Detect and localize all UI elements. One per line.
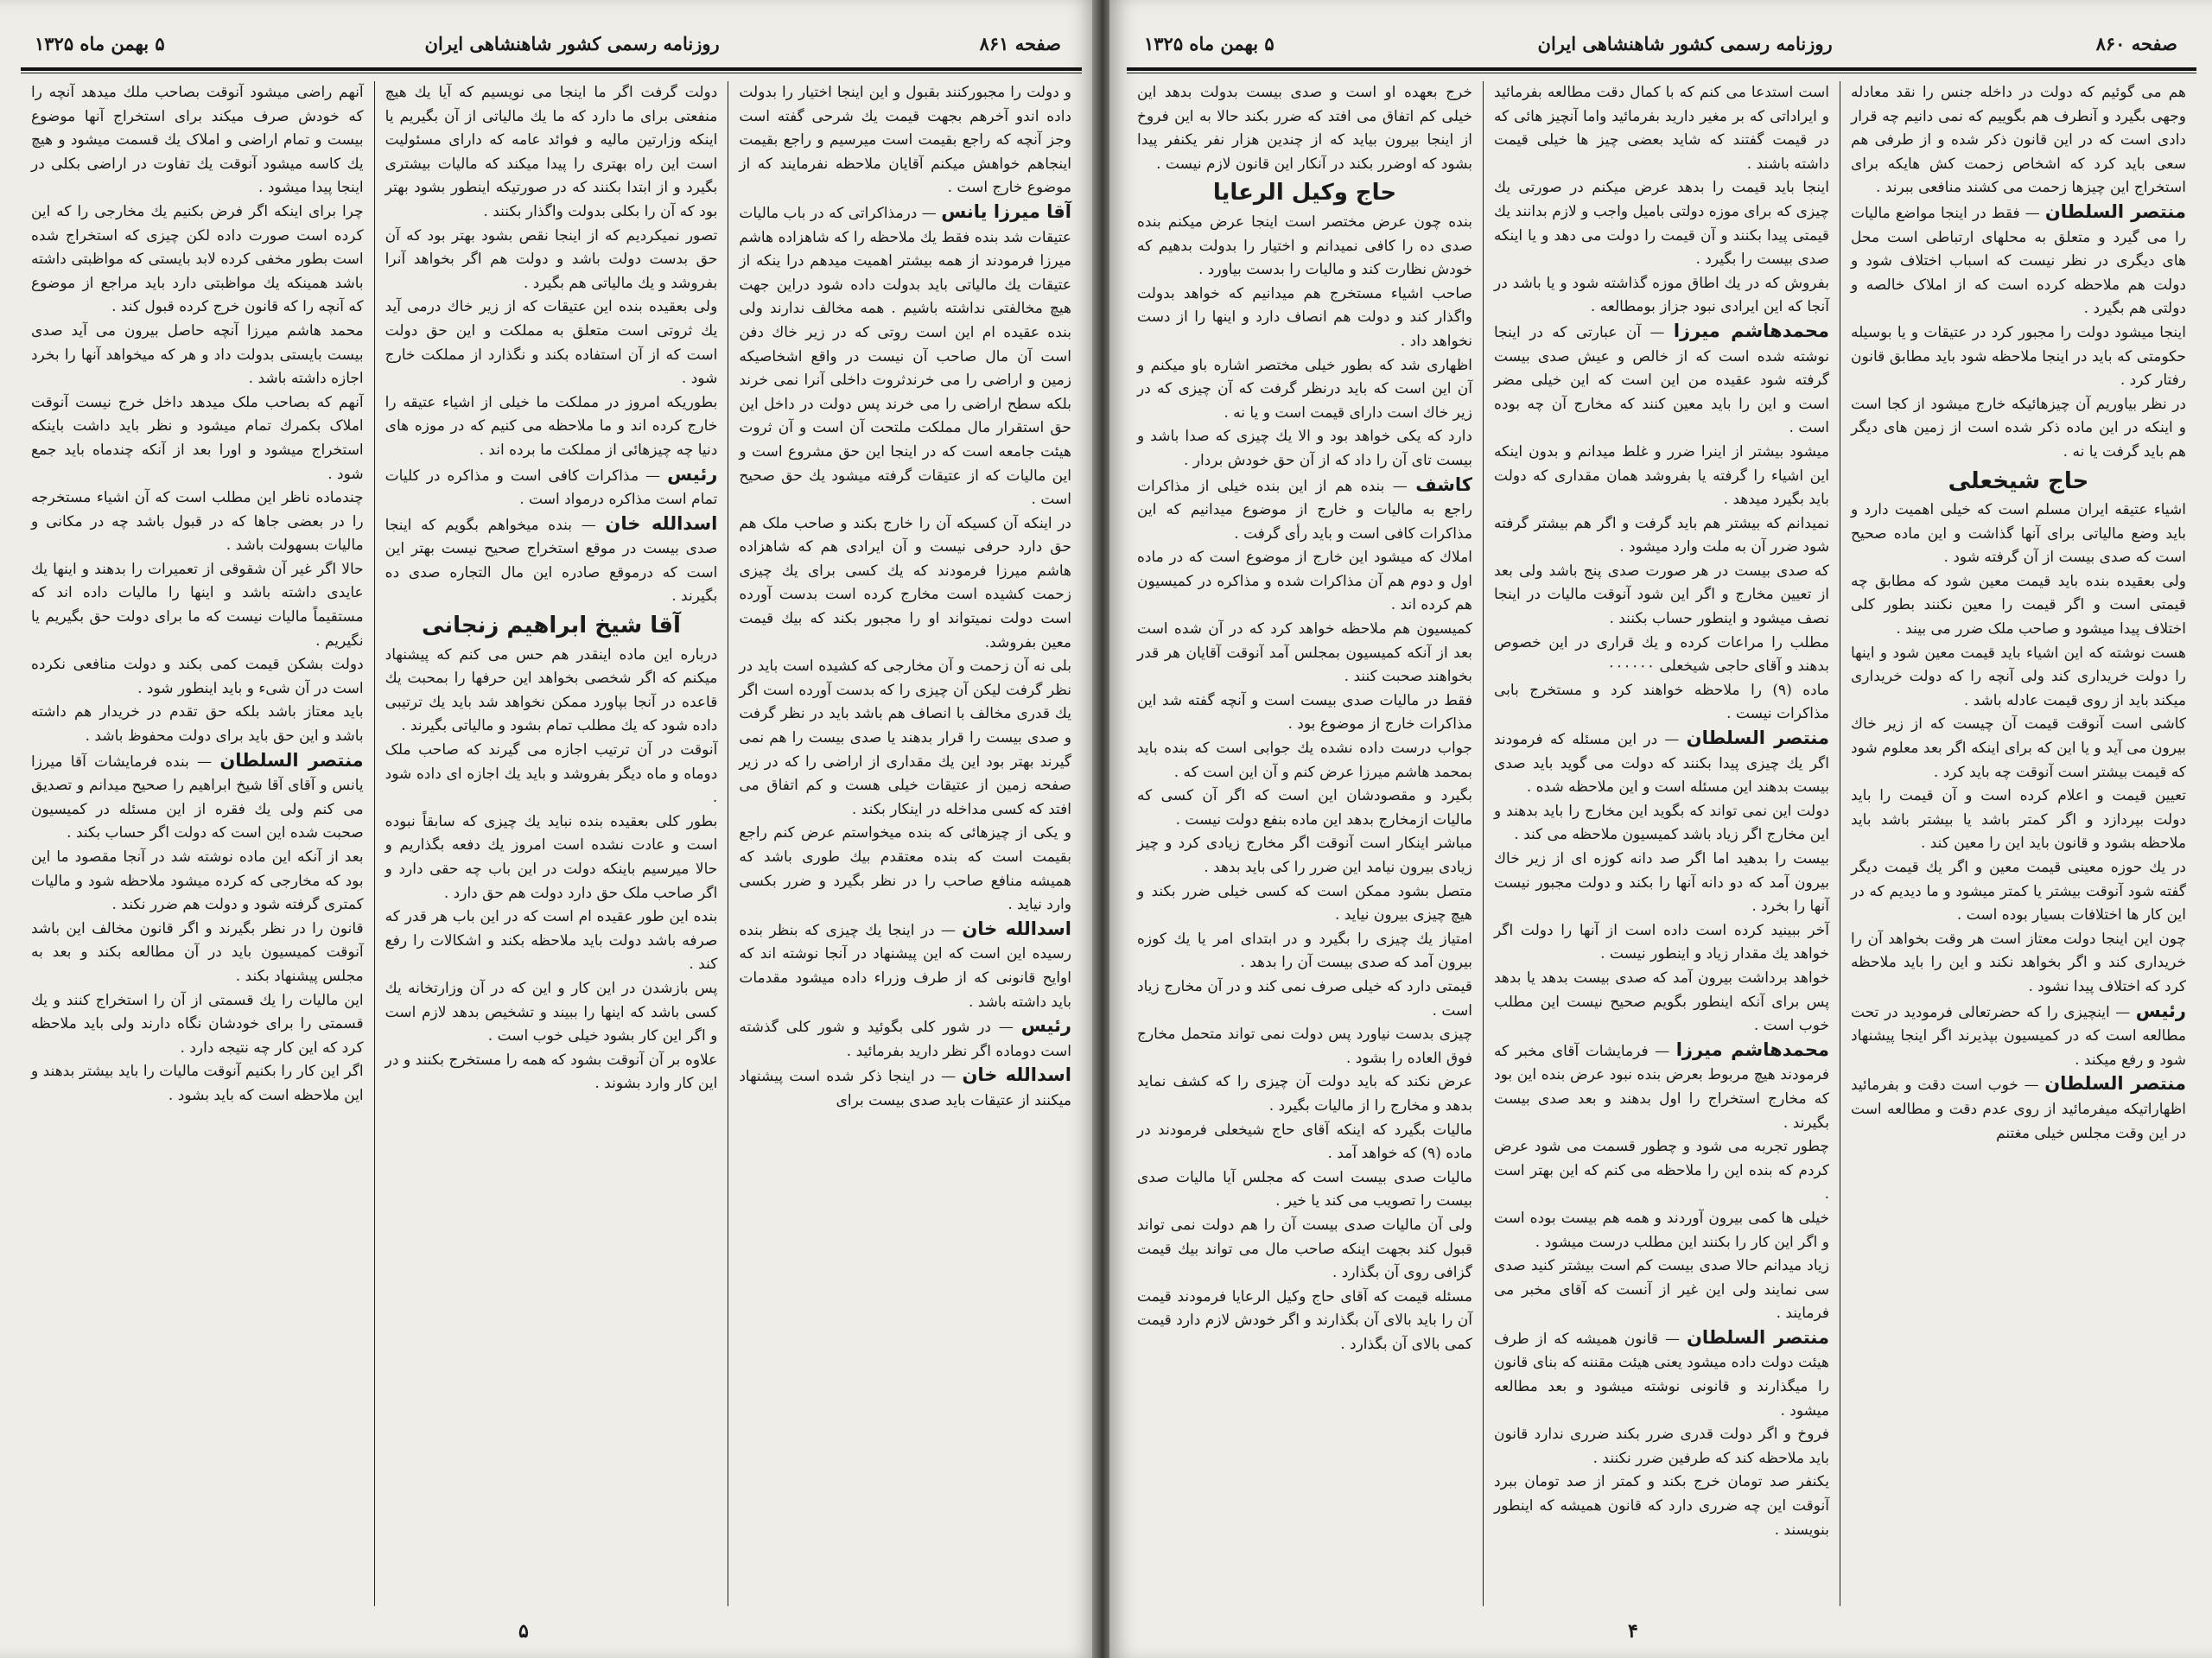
paragraph bbox=[1137, 1166, 1472, 1214]
speaker-name: منتصر السلطان bbox=[2044, 1073, 2186, 1095]
speaker-name: کاشف bbox=[1415, 473, 1472, 495]
paragraph bbox=[1494, 632, 1829, 679]
paragraph-text: یکنفر صد تومان خرج بکند و کمتر از صد تومان ببرد آنوقت این چه ضرری دارد که قانون همیشه که اینطور بنویسند . bbox=[1494, 1473, 1829, 1539]
paragraph bbox=[1851, 642, 2186, 714]
paragraph-text: در اینجا یك چیزی که بنظر بنده رسیده این است که این پیشنهاد در آنجا نوشته اند که اوایح قانونی که از طرف وزراء داده میشود مقدمات باید داشته باشد . bbox=[739, 921, 1071, 1011]
paragraph bbox=[31, 200, 364, 320]
paragraph-text: در یك حوزه معینی قیمت معین و اگر یك قیمت دیگر گفته شود آنوقت بیشتر یا کمتر میشود و ما دیدیم که در این کار ها اختلافات بسیار بوده است . bbox=[1851, 859, 2186, 924]
paragraph-text: ولی آن مالیات صدی بیست آن را هم دولت نمی تواند قبول کند بجهت اینکه صاحب مال می تواند بیك قیمت گزافی روی آن بگذارد . bbox=[1137, 1216, 1472, 1282]
speaker-name: محمدهاشم میرزا bbox=[1675, 1039, 1830, 1060]
text-column bbox=[1484, 81, 1840, 1606]
page-header bbox=[35, 26, 1061, 60]
paragraph-text: قانون را در نظر بگیرند و اگر قانون مخالف این باشد آنوقت کمیسیون باید در آن مطالعه بکند و بعد به مجلس پیشنهاد بکند . bbox=[30, 919, 364, 985]
paragraph bbox=[1494, 512, 1829, 560]
paragraph bbox=[739, 81, 1071, 200]
page-number-label: صفحه ۸۶۱ bbox=[979, 32, 1061, 54]
paragraph-text: تعیین قیمت و اعلام کرده است و آن قیمت را باید دولت بپردازد و اگر کمتر باشد یا بیشتر باشد باید ملاحظه بشود و قانون باید این را معین کند . bbox=[1851, 787, 2186, 853]
text-column bbox=[1127, 81, 1484, 1606]
folio-number: ۴ bbox=[1628, 1620, 1638, 1642]
paragraph bbox=[385, 391, 718, 463]
paragraph bbox=[1494, 81, 1829, 176]
paragraph-text: جواب درست داده نشده یك جوابی است که بنده باید بمحمد هاشم میرزا عرض کنم و آن این است که . bbox=[1137, 740, 1472, 781]
paragraph-text: اظهاری شد که بطور خیلی مختصر اشاره باو میکنم و آن این است که باید درنظر گرفت که آن چیزی که در زیر خاك است دارای قیمت است و یا نه . bbox=[1137, 356, 1472, 422]
paragraph-text: خوب است دقت و بفرمائید اظهاراتیکه میفرمائید از روی عدم دقت و مطالعه است در این وقت مجلس خیلی مغتنم bbox=[1851, 1077, 2186, 1142]
paragraph-text: اینچیزی را که حضرتعالی فرمودید در تحت مطالعه است که در کمیسیون بپذیرند اگر اینجا پیشنهاد شود و رفع میکند . bbox=[1851, 1003, 2186, 1069]
paragraph-text: است استدعا می کنم که با کمال دقت مطالعه بفرمائید و ایراداتی که بر مغیر دارید بفرمائید واما آنچیز هائی که در قیمت گفتند که شاید بعضی چیز ها خیلی قیمت داشته باشند . bbox=[1494, 84, 1829, 173]
paragraph: کاشف — بنده هم از این بنده خیلی از مذاکرات راجع به مالیات و خارج از موضوع میدانیم که این مذاکرات کافی است و باید رأی گرفت . bbox=[1137, 473, 1472, 543]
paragraph bbox=[1851, 785, 2186, 856]
paragraph-text: هم می گوئیم که دولت در داخله جنس را نقد معادله وجهی بگیرد و آنطرف هم بگوییم که نمی دانیم چه قرار دادی است که در این قانون ذکر شده و از طرفی هم سعی باید کرد که اشخاص زحمت کش هایکه برای استخراج این چیزها زحمت می کشند منافعی ببرند . bbox=[1851, 84, 2186, 197]
paragraph bbox=[31, 989, 364, 1061]
paragraph-text: بنده این طور عقیده ام است که در این باب هر قدر که صرفه باشد دولت باید ملاحظه بکند و اشکالات را رفع کند . bbox=[385, 908, 718, 974]
speaker-name: منتصر السلطان bbox=[2044, 200, 2187, 222]
paragraph-text: بطور کلی بعقیده بنده نباید یك چیزی که سابقاً نبوده است و عادت نشده است امروز یك دفعه بگذاریم و حالا میرسیم باینکه دولت در این باب چه حقی دارد و اگر صاحب ملک حق دارد دولت هم حق دارد . bbox=[385, 812, 718, 902]
paragraph bbox=[1137, 1023, 1472, 1070]
paragraph-text: بنده چون عرض مختصر است اینجا عرض میکنم بنده صدی ده را کافی نمیدانم و اختیار را بدولت بدهیم که خودش نظارت کند و مالیات را بدست بیاورد . bbox=[1137, 213, 1472, 279]
paragraph: منتصر السلطان — فقط در اینجا مواضع مالیات را می گیرد و متعلق به محلهای ارتباطی است محل های دیگری در نظر نیست که اسباب اختلاف شود و دولت هم ملاحظه کرده است که از املاک خالصه و دولتی هم بگیرد . bbox=[1851, 200, 2187, 318]
paragraph-text: چندماده ناظر این مطلب است که آن اشیاء مستخرجه را در بعضی جاها که در قبول باشد چه در مکانی و مالیات بسهولت باشد . bbox=[30, 489, 364, 555]
paragraph bbox=[1137, 928, 1472, 975]
paragraph-text: عرض نکند که باید دولت آن چیزی را که کشف نماید بدهد و مخارج را از مالیات بگیرد . bbox=[1137, 1073, 1472, 1115]
paragraph-text: علاوه بر آن آنوقت بشود که همه را مستخرج بکنند و در این کار وارد بشوند . bbox=[385, 1051, 718, 1093]
paragraph bbox=[1851, 928, 2186, 1000]
paragraph-text: ولی بعقیده بنده این عتیقات که از زیر خاك درمی آید یك ثروتی است متعلق به مملکت و این حق دولت است که از آن استفاده بکند و نگذارد از مملکت خارج شود . bbox=[385, 298, 718, 388]
paragraph bbox=[739, 512, 1071, 656]
paragraph-text: خیلی ها کمی بیرون آوردند و همه هم بیست بوده است و اگر این کار را بکنند این مطلب درست میشود . bbox=[1494, 1209, 1829, 1251]
speaker-heading: حاج وکیل الرعایا bbox=[1212, 180, 1397, 206]
paragraph-text: متصل بشود ممکن است که کسی خیلی ضرر بکند و هیچ چیزی بیرون نیاید . bbox=[1137, 882, 1472, 924]
paragraph bbox=[1851, 321, 2186, 393]
paragraph-text: آنوقت در آن ترتیب اجازه می گیرند که صاحب ملک دوماه و ماه دیگر بفروشد و باید یك اجازه ای داده شود . bbox=[385, 741, 718, 807]
paragraph bbox=[1137, 1214, 1472, 1286]
paragraph bbox=[1137, 689, 1472, 737]
paragraph-text: بفروش که در یك اطاق موزه گذاشته شود و یا باشد در آنجا که این ایرادی نبود جزاز بومطالعه . bbox=[1494, 274, 1829, 316]
paragraph bbox=[1137, 546, 1472, 618]
paragraph bbox=[31, 320, 364, 391]
paragraph-text: اینجا باید قیمت را بدهد عرض میکنم در صورتی یك چیزی که برای موزه دولتی بامیل واجب و لازم بدانند یك قیمتی پیدا بکنند و آن قیمت را دولت می دهد و یا اینکه صدی بیست را بگیرد . bbox=[1494, 179, 1829, 269]
paragraph: منتصر السلطان — بنده فرمایشات آقا میرزا یانس و آقای آقا شیخ ابراهیم را صحیح میدانم و تصدیق می کنم ولی یك فقره از این مسئله در کمیسیون صحبت شده این است که دولت اگر حساب بکند . bbox=[30, 749, 364, 842]
paragraph bbox=[1137, 283, 1472, 354]
paragraph-text: بیست را بدهید اما اگر صد دانه کوزه ای از زیر خاك بیرون آمد که دو دانه آنها را بکند و دولت مجبور نیست آنها را بخرد . bbox=[1494, 850, 1829, 916]
paragraph-text: اشیاء عتیقه ایران مسلم است که خیلی اهمیت دارد و باید وضع مالیاتی برای آنها گذاشت و این ماده صحیح است که صدی بیست از آن گرفته شود . bbox=[1851, 501, 2186, 567]
paragraph-text: چطور تجربه می شود و چطور قسمت می شود عرض کردم که بنده این را ملاحظه می کنم که این بهتر است . bbox=[1494, 1138, 1829, 1204]
paragraph: منتصر السلطان — در این مسئله که فرمودند اگر یك چیزی پیدا بکنند که دولت می گوید باید صدی بیست بدهند این مسئله است و این ملاحظه شده . bbox=[1494, 727, 1829, 797]
folio-number: ۵ bbox=[518, 1620, 529, 1642]
paragraph bbox=[1137, 737, 1472, 785]
paragraph bbox=[1494, 441, 1829, 512]
speaker-name: منتصر السلطان bbox=[219, 749, 364, 771]
paragraph-text: ولی بعقیده بنده باید قیمت معین شود که مطابق چه قیمتی است و اگر قیمت را معین نکنند بطور کلی اختلاف پیدا میشود و صاحب ملک ضرر می بیند . bbox=[1851, 572, 2186, 638]
text-column bbox=[1840, 81, 2196, 1606]
paragraph-text: در نظر بیاوریم آن چیزهائیکه خارج میشود از کجا است و اینکه در این ماده ذکر شده است از زمین های دیگر هم باید گرفت یا نه . bbox=[1851, 395, 2186, 461]
speaker-name: محمدهاشم میرزا bbox=[1673, 320, 1829, 341]
paragraph: محمدهاشم میرزا — آن عبارتی که در اینجا نوشته شده است که از خالص و عیش صدی بیست گرفته شود عقیده من این است که این خیلی مضر است و این را باید معین کنند که مخارج آن چه بوده است . bbox=[1494, 320, 1829, 437]
speaker-name: منتصر السلطان bbox=[1686, 727, 1829, 749]
paragraph-text: در شور کلی بگوئید و شور کلی گذشته است دوماده اگر نظر دارید بفرمائید . bbox=[739, 1019, 1071, 1060]
paragraph bbox=[1137, 211, 1472, 283]
paragraph bbox=[31, 81, 364, 200]
paragraph: منتصر السلطان — خوب است دقت و بفرمائید اظهاراتیکه میفرمائید از روی عدم دقت و مطالعه است در این وقت مجلس خیلی مغتنم bbox=[1851, 1073, 2186, 1142]
paragraph-text: که صدی بیست در هر صورت صدی پنج باشد ولی بعد از تعیین مخارج و اگر این شود آنوقت مالیات در اینجا نصف میشود و اینطور حساب بکنند . bbox=[1494, 562, 1829, 628]
paragraph-text: قانون همیشه که از طرف هیئت دولت داده میشود یعنی هیئت مقننه که بنای قانون را میگذارند و قانونی نوشته میشود و بعد مطالعه میشود . bbox=[1494, 1330, 1829, 1420]
paragraph: رئیس — اینچیزی را که حضرتعالی فرمودید در تحت مطالعه است که در کمیسیون بپذیرند اگر اینجا پیشنهاد شود و رفع میکند . bbox=[1851, 1000, 2186, 1069]
newspaper-title: روزنامه رسمی کشور شاهنشاهی ایران bbox=[1537, 32, 1833, 54]
paragraph-text: اینجا میشود دولت را مجبور کرد در عتیقات و یا بوسیله حکومتی که باید در اینجا ملاحظه شود باید مطابق قانون رفتار کرد . bbox=[1851, 323, 2186, 390]
paragraph-text: فروخ و اگر دولت قدری ضرر بکند ضرری ندارد قانون باید ملاحظه کند که طرفین ضرر نکنند . bbox=[1494, 1426, 1829, 1467]
paragraph-text: بعد از آنکه این ماده نوشته شد در آنجا مقصود ما این بود که مخارجی که کرده میشود ملاحظه شود و مالیات کمتری گرفته شود و دولت هم ضرر نکند . bbox=[30, 848, 364, 914]
paragraph bbox=[1137, 785, 1472, 832]
paragraph-text: در این مسئله که فرمودند اگر یك چیزی پیدا بکنند که دولت می گوید باید صدی بیست بدهند این مسئله است و این ملاحظه شده . bbox=[1494, 731, 1829, 797]
speaker-heading: حاج شیخعلی bbox=[1948, 467, 2089, 494]
paragraph-text: کمیسیون هم ملاحظه خواهد کرد که در آن شده است بعد از آنکه کمیسیون بمجلس آمد آنوقت آقایان هر قدر بخواهند صحبت کنند . bbox=[1137, 620, 1472, 686]
paragraph-text: اگر این کار را بکنیم آنوقت مالیات را باید بیشتر بدهند و این ملاحظه است که باید بشود . bbox=[30, 1063, 364, 1104]
paragraph bbox=[1137, 425, 1472, 473]
paragraph-text: چرا برای اینکه اگر فرض بکنیم یك مخارجی را که این کرده است صورت داده لکن چیزی که استخراج شده است بطور مخفی کرده لابد بایستی که مواظبتی داشته باشد همینکه یك مواظبتی دارد باید مراجع از موضوع که آنچه را که قانون خرج کرده قبول کند . bbox=[30, 202, 364, 316]
speaker-heading: آقا شیخ ابراهیم زنجانی bbox=[422, 613, 681, 639]
paragraph-text: قیمتی دارد که خیلی صرف نمی کند و در آن مخارج زیاد است . bbox=[1137, 977, 1472, 1020]
paragraph-text: در اینجا ذکر شده است پیشنهاد میکنند از عتیقات باید صدی بیست برای bbox=[739, 1068, 1071, 1109]
paragraph bbox=[1494, 800, 1829, 848]
paragraph-text: زیاد میدانم حالا صدی بیست کم است بیشتر کنید صدی سی نمایند ولی این غیر از آنست که آقای مخبر می فرمایند . bbox=[1494, 1257, 1829, 1323]
paragraph bbox=[1137, 975, 1472, 1023]
paragraph bbox=[1137, 1119, 1472, 1166]
paragraph-text: درمذاکراتی که در باب مالیات عتیقات شد بنده فقط یك ملاحظه را که شاهزاده هاشم میرزا فرمودند از همه بیشتر اهمیت میدهم درا ینکه از عتیقات یك مالیاتی باید بدولت داده شود دراین جهت هیچ مخالفتی نداشته باشیم . همه مخالف ندارند ولی بنده عقیده ام این است روتی که در زیر خاك دفن است آن مال صاحب آن نیست در واقع اشخاصیکه زمین و اراضی را می خرندثروت داخلی آنرا نمی خرند بلکه سطح اراضی را می خرند پس دولت در داخل این حق استقرار مال مملکت ملتحت آن است و آن ثروت هیئت جامعه است که در اینجا این حق مشروع است و این مالیات که از عتیقات گرفته میشود یك حق صحیح است . bbox=[739, 204, 1071, 509]
paragraph bbox=[1494, 1135, 1829, 1207]
paragraph-text: آنهم که بصاحب ملک میدهد داخل خرج نیست آنوقت املاک بکمرك تمام میشود و نظر باید داشت باینکه استخراج میشود و اورا بعد از آنکه چندماه باید جمع شود . bbox=[30, 393, 364, 483]
paragraph-text: نمیدانم که بیشتر هم باید گرفت و اگر هم بیشتر گرفته شود ضرر آن به ملت وارد میشود . bbox=[1494, 514, 1829, 556]
paragraph-text: مسئله قیمت که آقای حاج وکیل الرعایا فرمودند قیمت آن را باید بالای آن بگذارند و اگر خودش لازم دارد قیمت کمی بالای آن بگذارد . bbox=[1137, 1287, 1472, 1353]
paragraph bbox=[385, 225, 718, 296]
header-rule bbox=[21, 67, 1082, 71]
paragraph-text: بگیرد و مقصودشان این است که اگر آن کسی که مالیات ازمخارج بدهد این ماده بنفع دولت نیست . bbox=[1137, 787, 1472, 829]
paragraph bbox=[1851, 713, 2186, 785]
paragraph: منتصر السلطان — قانون همیشه که از طرف هیئت دولت داده میشود یعنی هیئت مقننه که بنای قانون را میگذارند و قانونی نوشته میشود و بعد مطالعه میشود . bbox=[1494, 1326, 1829, 1420]
paragraph-text: محمد هاشم میرزا آنچه حاصل بیرون می آید صدی بیست بایستی بدولت داد و هر که میخواهد آنها را بخرد اجازه داشته باشد . bbox=[30, 321, 364, 388]
paragraph: آقا میرزا یانس — درمذاکراتی که در باب مالیات عتیقات شد بنده فقط یك ملاحظه را که شاهزاده هاشم میرزا فرمودند از همه بیشتر اهمیت میدهم درا ینکه از عتیقات یك مالیاتی باید بدولت داده شود دراین جهت هیچ مخالفتی نداشته باشیم . همه مخالف ندارند ولی بنده عقیده ام این است روتی که در زیر خاك دفن است آن مال صاحب آن نیست در واقع اشخاصیکه زمین و اراضی را می خرندثروت داخلی آنرا نمی خرند بلکه سطح اراضی را می خرند پس دولت در داخل این حق استقرار مال مملکت ملتحت آن است و آن ثروت هیئت جامعه است که در اینجا این حق مشروع است و این مالیات که از عتیقات گرفته میشود یك حق صحیح است . bbox=[739, 200, 1071, 509]
paragraph-text: فقط در مالیات صدی بیست است و آنچه گفته شد این مذاکرات خارج از موضوع بود . bbox=[1137, 691, 1472, 734]
text-column bbox=[21, 81, 375, 1606]
paragraph-text: بلی نه آن زحمت و آن مخارجی که کشیده است باید در نظر گرفت لیکن آن چیزی را که بدست آورده است اگر یك قدری مخالف با انصاف هم باشد باید در نظر گرفت و صدی بیست را قرار بدهند یا صدی بیست را هم نمی گیرند بهتر بود این یك مقداری از اراضی را که در زیر صفحه زمین از عتیقات خیلی هست و کم اتفاق می افتد که کسی مداخله در اینکار بکند . bbox=[739, 657, 1071, 818]
paragraph: رئیس — در شور کلی بگوئید و شور کلی گذشته است دوماده اگر نظر دارید بفرمائید . bbox=[739, 1015, 1071, 1060]
paragraph-text: آخر ببینید کرده است داده است از آنها را دولت اگر خواهد یك مقدار زیاد و اینطور نیست . bbox=[1494, 921, 1829, 963]
speaker-name: رئیس bbox=[1020, 1015, 1071, 1037]
paragraph bbox=[1494, 1255, 1829, 1326]
paragraph-text: و دولت را مجبورکنند بقبول و این اینجا اختیار را بدولت داده اندو آخرهم بجهت قیمت یك شرحی گفته است وجز آنچه که راجع بقیمت است میرسیم و راجع بقیمت اینجاهم خواهش میکنم آقایان ملاحظه نفرمایند که از موضوع خارج است . bbox=[739, 84, 1071, 197]
paragraph-text: مباشر اینکار است آنوقت اگر مخارج زیادی کرد و چیز زیادی بیرون نیامد این ضرر را کی باید بدهد . bbox=[1137, 835, 1472, 876]
paragraph-text: آن عبارتی که در اینجا نوشته شده است که از خالص و عیش صدی بیست گرفته شود عقیده من این است که این خیلی مضر است و این را باید معین کنند که مخارج آن چه بوده است . bbox=[1494, 323, 1829, 437]
paragraph-text: کاشی است آنوقت قیمت آن چیست که از زیر خاك بیرون می آید و یا این که برای اینکه اگر بعد معلوم شود که قیمت بیشتر است آنوقت چه باید کرد . bbox=[1851, 715, 2186, 781]
paragraph-text: حالا اگر غیر آن شقوقی از تعمیرات را بدهند و اینها یك عایدی داشته باشد و اینها را مالیات داده اند که مستقیماً مالیات نیست که ما برای دولت حق بگیریم یا نگیریم . bbox=[30, 560, 364, 650]
paragraph bbox=[1137, 354, 1472, 426]
paragraph bbox=[385, 905, 718, 977]
paragraph bbox=[1494, 1471, 1829, 1542]
paragraph bbox=[1137, 618, 1472, 689]
paragraph-text: دارد که یکی خواهد بود و الا یك چیزی که صدا باشد و بیست تای آن را داد که از آن حق خودش بردار . bbox=[1137, 428, 1472, 469]
paragraph-text: چیزی بدست نیاورد پس دولت نمی تواند متحمل مخارج فوق العاده را بشود . bbox=[1137, 1026, 1472, 1067]
paragraph bbox=[1851, 856, 2186, 928]
paragraph-text: در اینکه آن کسیکه آن را خارج بکند و صاحب ملک هم حق دارد حرفی نیست و آن ایرادی هم که شاهزاده هاشم میرزا فرمودند که یك کسی برای یك چیزی زحمت کشیده است مخارج کرده است بدست آورده است دولت نمیتواند او را مجبور بکند که بیك قیمت معین بفروشد. bbox=[739, 514, 1071, 651]
paragraph bbox=[1494, 1423, 1829, 1471]
paragraph bbox=[31, 391, 364, 486]
paragraph-text: بنده فرمایشات آقا میرزا یانس و آقای آقا شیخ ابراهیم را صحیح میدانم و تصدیق می کنم ولی یك فقره از این مسئله در کمیسیون صحبت شده این است که دولت اگر حساب بکند . bbox=[30, 753, 364, 842]
paragraph bbox=[1137, 1070, 1472, 1118]
paragraph bbox=[31, 486, 364, 558]
paragraph-text: مالیات صدی بیست است که مجلس آیا مالیات صدی بیست را تصویب می کند یا خیر . bbox=[1137, 1168, 1472, 1210]
paragraph bbox=[31, 1060, 364, 1108]
paragraph bbox=[739, 822, 1071, 917]
paragraph-text: امتیاز یك چیزی را بگیرد و در ابتدای امر یا یك کوزه بیرون آمد که صدی بیست آن را بدهد . bbox=[1137, 930, 1472, 972]
header-rule bbox=[1127, 67, 2196, 71]
paragraph bbox=[1494, 560, 1829, 632]
paragraph bbox=[385, 977, 718, 1049]
paragraph bbox=[739, 655, 1071, 822]
paragraph bbox=[31, 846, 364, 918]
text-column bbox=[728, 81, 1082, 1606]
paragraph-text: درباره این ماده اینقدر هم حس می کنم که پیشنهاد میکنم که اگر شخصی بخواهد این حرفها را بمحبت یك قاعده در آنجا بپاورد ممکن نخواهد شد باید یك ترتیبی داده شود که یك مطلب تمام بشود و مالیاتی بگیرند . bbox=[385, 645, 718, 735]
paragraph bbox=[1851, 570, 2186, 642]
issue-date: ۵ بهمن ماه ۱۳۲۵ bbox=[1144, 32, 1274, 54]
paragraph-text: این مالیات را یك قسمتی از آن را استخراج کنند و یك قسمتی را برای خودشان نگاه دارند ولی باید ملاحظه کرد که این کار چه نتیجه دارد . bbox=[30, 991, 364, 1057]
paragraph: اسدالله خان — در اینجا یك چیزی که بنظر بنده رسیده این است که این پیشنهاد در آنجا نوشته اند که اوایح قانونی که از طرف وزراء داده میشود مقدمات باید داشته باشد . bbox=[739, 918, 1071, 1011]
speaker-name: رئیس bbox=[2135, 1000, 2186, 1021]
page-header bbox=[1144, 26, 2177, 60]
paragraph-text: پس بازشدن در این کار و این که در آن وزارتخانه یك کسی باشد که اینها را ببیند و تشخیص بدهد لازم است و اگر این کار بشود خیلی خوب است . bbox=[385, 979, 718, 1045]
paragraph bbox=[31, 653, 364, 701]
paragraph-text: مالیات بگیرد که اینکه آقای حاج شیخعلی فرمودند در ماده (۹) که خواهد آمد . bbox=[1137, 1121, 1472, 1163]
paragraph bbox=[31, 918, 364, 989]
speaker-name: اسدالله خان bbox=[605, 512, 718, 534]
paragraph-text: دولت بشکن قیمت کمی بکند و دولت منافعی نکرده است در آن شیء و باید اینطور شود . bbox=[30, 656, 364, 697]
text-columns bbox=[1127, 81, 2196, 1606]
paragraph-text: هست نوشته که این اشیاء باید قیمت معین شود و اینها را دولت خریداری کند ولی آنچه را که دولت خریداری میکند باید از روی قیمت عادله باشد . bbox=[1851, 644, 2186, 709]
page-number-label: صفحه ۸۶۰ bbox=[2095, 32, 2177, 54]
right-page bbox=[1109, 0, 2212, 1658]
paragraph bbox=[31, 701, 364, 748]
paragraph-text: فرمایشات آقای مخبر که فرمودند هیچ مربوط بعرض بنده نبود عرض بنده این بود که مخارج استخراج را اول بدهند و بعد صدی بیست بگیرند . bbox=[1494, 1042, 1829, 1132]
paragraph-text: فقط در اینجا مواضع مالیات را می گیرد و متعلق به محلهای ارتباطی است محل های دیگری در نظر نیست که اسباب اختلاف شود و دولت هم ملاحظه کرده است که از املاک خالصه و دولتی هم بگیرد . bbox=[1851, 204, 2186, 318]
paragraph bbox=[1494, 176, 1829, 271]
paragraph-text: آنهم راضی میشود آنوقت بصاحب ملك میدهد آنچه را که خودش صرف میکند برای استخراج آنها موضوع بیست و تمام اراضی و املاک یك قسمت میشود و هیچ یك کاسه میشود آنوقت یك تفاوت در اراضی بکلی در اینجا پیدا میشود . bbox=[30, 84, 364, 197]
paragraph-text: خرج بعهده او است و صدی بیست بدولت بدهد این خیلی کم اتفاق می افتد که ضرر بکند حالا به این فروخ از اینجا بیرون بیاید که از چندین هزار نفر یکنفر پیدا بشود که اوضرر بکند در آنکار این قانون لازم نیست . bbox=[1137, 84, 1472, 173]
paragraph bbox=[1494, 967, 1829, 1039]
speaker-name: اسدالله خان bbox=[962, 918, 1071, 939]
paragraph-text: باید معتاز باشد بلکه حق تقدم در خریدار هم داشته باشد و این حق باید برای دولت محفوظ باشد . bbox=[30, 703, 364, 746]
paragraph bbox=[385, 1049, 718, 1096]
paragraph bbox=[1494, 919, 1829, 967]
speaker-name: منتصر السلطان bbox=[1686, 1326, 1829, 1348]
paragraph-text: خواهد برداشت بیرون آمد که صدی بیست بدهد یا بدهد پس برای آنکه اینطور بگویم صحیح نیست این مطلب خوب است . bbox=[1494, 969, 1829, 1035]
paragraph: محمدهاشم میرزا — فرمایشات آقای مخبر که فرمودند هیچ مربوط بعرض بنده نبود عرض بنده این بود که مخارج استخراج را اول بدهند و بعد صدی بیست بگیرند . bbox=[1494, 1039, 1830, 1132]
paragraph-text: دولت این نمی تواند که بگوید این مخارج را باید بدهند و این مخارج اگر زیاد باشد کمیسیون ملاحظه می کند . bbox=[1494, 802, 1829, 844]
paragraph bbox=[1851, 393, 2186, 465]
paragraph-text: تصور نمیکردیم که از اینجا نقص بشود بهتر بود که آن حق بدست دولت باشد و دولت هم اگر بخواهد آنرا بفروشد و یك مالیاتی هم بگیرد . bbox=[385, 226, 718, 292]
paragraph-text: مطلب را مراعات کرده و یك قراری در این خصوص بدهند و آقای حاجی شیخعلی ٠٠٠٠٠٠ bbox=[1494, 633, 1829, 676]
paragraph bbox=[31, 558, 364, 653]
paragraph: رئیس — مذاکرات کافی است و مذاکره در کلیات تمام است مذاکره درمواد است . bbox=[385, 463, 718, 509]
paragraph bbox=[1851, 81, 2186, 200]
paragraph bbox=[1494, 679, 1829, 727]
paragraph bbox=[385, 739, 718, 810]
paragraph-text: بنده میخواهم بگویم که اینجا صدی بیست در موقع استخراج صحیح نیست بهتر این است که درموقع صادره این مال التجاره صدی ده بگیرند . bbox=[385, 516, 718, 606]
paragraph bbox=[1137, 880, 1472, 928]
paragraph-text: ماده (۹) را ملاحظه خواهند کرد و مستخرج بابی مذاکرات نیست . bbox=[1494, 681, 1829, 723]
paragraph-text: بنده هم از این بنده خیلی از مذاکرات راجع به مالیات و خارج از موضوع میدانیم که این مذاکرات کافی است و باید رأی گرفت . bbox=[1137, 477, 1472, 543]
paragraph-text: دولت گرفت اگر ما اینجا می نویسیم که آیا یك هیچ منفعتی برای ما دارد که ما یك مالیاتی از آن بگیریم یا اینکه وزارتین مالیه و فوائد عامه که دارای مسئولیت است این راه بهتری را پیدا میکند که مالیات بیشتری بگیرد و از ابتدا بکنند که در صورتیکه اینطور بشود بهتر بود که آن را بکلی بدولت واگذار بکنند . bbox=[385, 84, 718, 220]
paragraph: اسدالله خان — بنده میخواهم بگویم که اینجا صدی بیست در موقع استخراج صحیح نیست بهتر این است که درموقع صادره این مال التجاره صدی ده بگیرند . bbox=[385, 512, 718, 606]
speaker-name: آقا میرزا یانس bbox=[941, 200, 1071, 222]
newspaper-title: روزنامه رسمی کشور شاهنشاهی ایران bbox=[424, 32, 720, 54]
paragraph-text: بطوریکه امروز در مملکت ما خیلی از اشیاء عتیقه را خارج کرده اند و ما ملاحظه می کنیم که در موزه های دنیا چه چیزهائی از مملکت ما برده اند . bbox=[385, 393, 718, 459]
paragraph bbox=[1137, 81, 1472, 176]
paragraph bbox=[385, 810, 718, 905]
speaker-name: اسدالله خان bbox=[962, 1064, 1071, 1086]
paragraph bbox=[1494, 1207, 1829, 1255]
paragraph bbox=[385, 644, 718, 739]
paragraph bbox=[1137, 1286, 1472, 1357]
paragraph bbox=[1851, 499, 2186, 570]
paragraph-text: مذاکرات کافی است و مذاکره در کلیات تمام است مذاکره درمواد است . bbox=[385, 467, 718, 509]
issue-date: ۵ بهمن ماه ۱۳۲۵ bbox=[35, 32, 165, 54]
text-column bbox=[375, 81, 729, 1606]
left-page bbox=[0, 0, 1096, 1658]
paragraph bbox=[1494, 272, 1829, 320]
paragraph-text: صاحب اشیاء مستخرج هم میدانیم که خواهد بدولت واگذار کند و دولت هم انصاف دارد و اینها را از دست نخواهد داد . bbox=[1137, 284, 1472, 350]
paragraph bbox=[385, 295, 718, 391]
paragraph bbox=[385, 81, 718, 225]
speaker-name: رئیس bbox=[667, 463, 718, 485]
paragraph bbox=[1137, 832, 1472, 880]
paragraph-text: میشود بیشتر از اینرا ضرر و غلط میدانم و بدون اینکه این اشیاء را گرفته یا بفروشد همان مقداری که دولت باید بگیرد میدهد . bbox=[1494, 442, 1829, 509]
paragraph bbox=[1494, 848, 1829, 919]
paragraph: اسدالله خان — در اینجا ذکر شده است پیشنهاد میکنند از عتیقات باید صدی بیست برای bbox=[739, 1064, 1071, 1109]
text-columns bbox=[21, 81, 1082, 1606]
paragraph-text: املاك که میشود این خارج از موضوع است که در ماده اول و دوم هم آن مذاکرات شده و مذاکره در کمیسیون هم کرده اند . bbox=[1137, 549, 1472, 614]
paragraph-text: و یکی از چیزهائی که بنده میخواستم عرض کنم راجع بقیمت است که بنده معتقدم بیك طوری باشد که همیشه منافع صاحب را در نظر بگیرد و ضرر بکسی وارد نیاید . bbox=[739, 824, 1071, 914]
paragraph-text: چون این اینجا دولت معتاز است هر وقت بخواهد آن را خریداری کند و اگر بخواهد نکند و این را باید ملاحظه کرد که اختلاف پیدا نشود . bbox=[1851, 930, 2186, 995]
